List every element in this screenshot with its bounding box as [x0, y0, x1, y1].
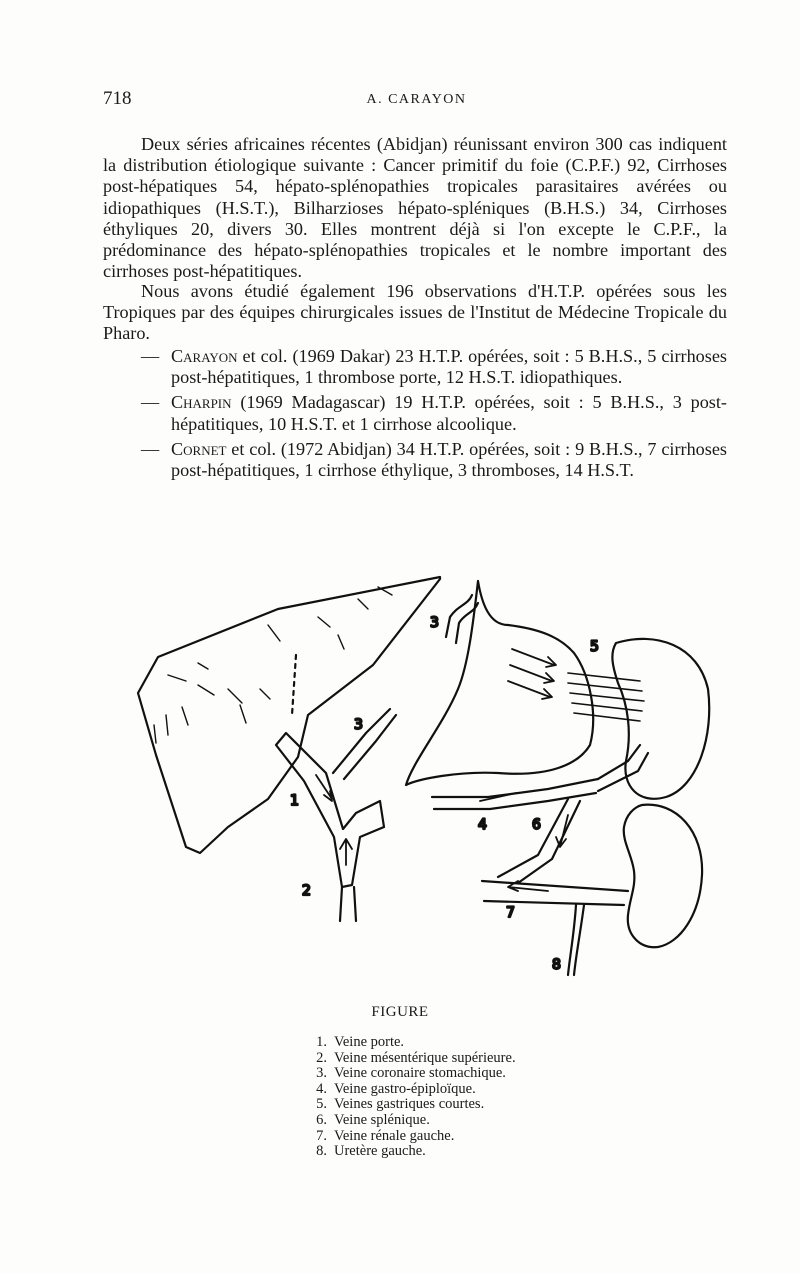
- diagram-label-8: 8: [552, 957, 561, 973]
- legend-number: 2.: [316, 1049, 327, 1066]
- flow-arrows: [316, 649, 568, 891]
- paragraph-2: Nous avons étudié également 196 observations d'H.T.P. opérées sous les Tropiques par des équipes chirurgicales issues de l'Institut de Médecine Tropicale du Pharo.: [103, 281, 727, 344]
- legend-item: [300, 1082, 516, 1098]
- splenic-to-renal: [498, 799, 580, 883]
- running-head: A. CARAYON: [366, 92, 467, 107]
- legend-item: [300, 1051, 516, 1067]
- reference-item: [103, 439, 727, 481]
- kidney-outline: [624, 805, 702, 948]
- diagram-label-2: 2: [302, 883, 311, 899]
- coronary-vein-upper-b: [456, 603, 478, 643]
- diagram-label-4: 4: [478, 817, 487, 833]
- diagram-label-3a: 3: [430, 615, 439, 631]
- anatomical-figure: [128, 565, 728, 985]
- paragraph-1-block: [103, 134, 727, 282]
- legend-item: [300, 1113, 516, 1129]
- legend-text: Veines gastriques courtes.: [334, 1096, 485, 1113]
- legend-item: [300, 1097, 516, 1113]
- mesenteric-vein: [340, 887, 356, 921]
- reference-dash: —: [141, 438, 160, 459]
- ureter: [568, 905, 584, 975]
- coronary-vein-upper: [446, 595, 472, 637]
- short-gastric-veins: [568, 673, 644, 721]
- portal-venous-diagram: [128, 565, 728, 985]
- stomach-outline: [406, 581, 593, 785]
- legend-text: Veine rénale gauche.: [334, 1127, 455, 1144]
- reference-dash: —: [141, 392, 160, 413]
- renal-vein: [482, 881, 628, 905]
- legend-number: 5.: [316, 1096, 327, 1113]
- diagram-label-7: 7: [506, 905, 515, 921]
- reference-author: Charpin: [171, 392, 232, 413]
- legend-number: 8.: [316, 1143, 327, 1160]
- legend-number: 3.: [316, 1065, 327, 1082]
- portal-vein: [276, 733, 384, 887]
- diagram-label-3b: 3: [354, 717, 363, 733]
- paragraph-1: Deux séries africaines récentes (Abidjan) réunissant environ 300 cas indiquent la distribution étiologique suivante : Cancer primitif du foie (C.P.F.) 92, Cirrhoses post-hépatiques 54, hépato-splénopathies tropicales parasitaires avérées ou idiopathiques (H.S.T.), Bilharzioses hépato-spléniques (B.H.S.) 34, Cirrhoses éthyliques 20, divers 30. Elles montrent déjà si l'on excepte le C.P.F., la prédominance des hépato-splénopathies tropicales et le nombre important des cirrhoses post-hépatitiques.: [103, 134, 727, 282]
- diagram-label-6: 6: [532, 817, 541, 833]
- reference-text: (1969 Madagascar) 19 H.T.P. opérées, soit : 5 B.H.S., 3 post-hépatitiques, 10 H.S.T. et 1 cirrhose alcoolique.: [171, 392, 727, 434]
- page-header: [103, 88, 730, 114]
- coronary-vein-lower-b: [344, 715, 396, 779]
- legend-number: 7.: [316, 1127, 327, 1144]
- legend-text: Veine porte.: [334, 1034, 405, 1050]
- reference-author: Cornet: [171, 438, 227, 459]
- legend-item: [300, 1144, 516, 1160]
- reference-dash: —: [141, 346, 160, 366]
- legend-item: [300, 1066, 516, 1082]
- reference-text: et col. (1972 Abidjan) 34 H.T.P. opérées, soit : 9 B.H.S., 7 cirrhoses post-hépatitiques, 1 cirrhose éthylique, 3 thromboses, 14 H.S.T.: [171, 438, 727, 481]
- figure-legend: [300, 1035, 516, 1160]
- legend-text: Veine splénique.: [334, 1111, 430, 1128]
- legend-text: Veine mésentérique supérieure.: [334, 1049, 516, 1066]
- reference-author: Carayon: [171, 346, 238, 366]
- figure-title: FIGURE: [371, 1004, 429, 1020]
- legend-text: Uretère gauche.: [334, 1143, 426, 1160]
- legend-text: Veine coronaire stomachique.: [334, 1065, 506, 1082]
- reference-item: [103, 392, 727, 434]
- reference-list: [103, 346, 727, 485]
- diagram-label-1: 1: [290, 793, 299, 809]
- legend-number: 4.: [316, 1080, 327, 1097]
- splenic-vein: [598, 745, 648, 791]
- legend-item: [300, 1035, 516, 1051]
- legend-number: 6.: [316, 1111, 327, 1128]
- legend-text: Veine gastro-épiploïque.: [334, 1080, 476, 1097]
- reference-text: et col. (1969 Dakar) 23 H.T.P. opérées, soit : 5 B.H.S., 5 cirrhoses post-hépatitiques, 1 thrombose porte, 12 H.S.T. idiopathiques.: [171, 346, 727, 388]
- legend-item: [300, 1129, 516, 1145]
- liver-fissure: [292, 655, 296, 715]
- paragraph-2-block: [103, 281, 727, 345]
- reference-item: [103, 346, 727, 388]
- page-number: 718: [103, 88, 132, 109]
- diagram-label-5: 5: [590, 639, 599, 655]
- legend-number: 1.: [316, 1034, 327, 1050]
